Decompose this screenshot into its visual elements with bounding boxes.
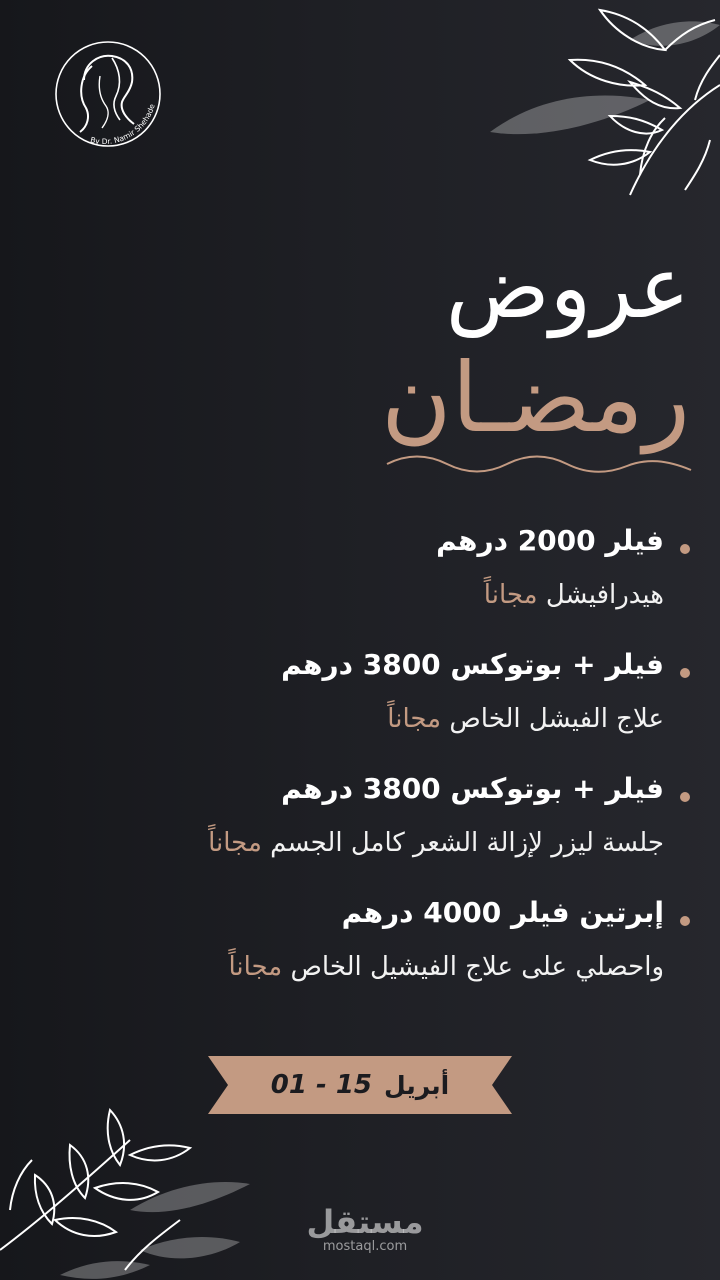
offer-item (70, 890, 690, 1014)
offer-subtitle (228, 952, 664, 982)
offer-subtitle-text: هيدرافيشل (545, 580, 664, 610)
mostaql-watermark (300, 1205, 430, 1255)
leaves-decoration-bottom (0, 1100, 260, 1280)
title-ramadan: رمضـان (381, 342, 690, 454)
offer-item (70, 518, 690, 642)
title-offers: عروض (445, 238, 690, 338)
svg-text:By Dr. Namir Shehade: By Dr. Namir Shehade (89, 102, 157, 147)
offer-title: فيلر + بوتوكس 3800 درهم (281, 772, 664, 805)
logo-profile-icon (50, 36, 170, 156)
free-label: مجاناً (483, 580, 538, 610)
offer-subtitle-text: علاج الفيشل الخاص (449, 704, 664, 734)
offer-item (70, 642, 690, 766)
free-label: مجاناً (228, 952, 283, 982)
watermark-arabic: مستقل (306, 1203, 424, 1241)
ribbon-month: أبريل (384, 1070, 450, 1100)
offer-subtitle-text: واحصلي على علاج الفيشيل الخاص (290, 952, 664, 982)
offers-list (70, 518, 690, 1014)
ribbon-dates: 01 - 15 (270, 1070, 373, 1100)
wave-divider (385, 450, 693, 490)
clinic-logo (50, 36, 170, 156)
offer-title: فيلر + بوتوكس 3800 درهم (281, 648, 664, 681)
offer-subtitle (387, 704, 664, 734)
offer-title: إبرتين فيلر 4000 درهم (341, 896, 664, 929)
bullet (680, 544, 690, 554)
offer-subtitle-text: جلسة ليزر لإزالة الشعر كامل الجسم (270, 828, 664, 858)
offer-title: فيلر 2000 درهم (436, 524, 664, 557)
free-label: مجاناً (208, 828, 262, 858)
offer-item (70, 766, 690, 890)
bullet (680, 792, 690, 802)
offer-subtitle (484, 580, 664, 610)
bullet (680, 668, 690, 678)
watermark-domain: mostaql.com (322, 1239, 408, 1254)
free-label: مجاناً (387, 704, 442, 734)
offer-subtitle (208, 828, 664, 858)
bullet (680, 916, 690, 926)
leaves-decoration-top (480, 0, 720, 200)
